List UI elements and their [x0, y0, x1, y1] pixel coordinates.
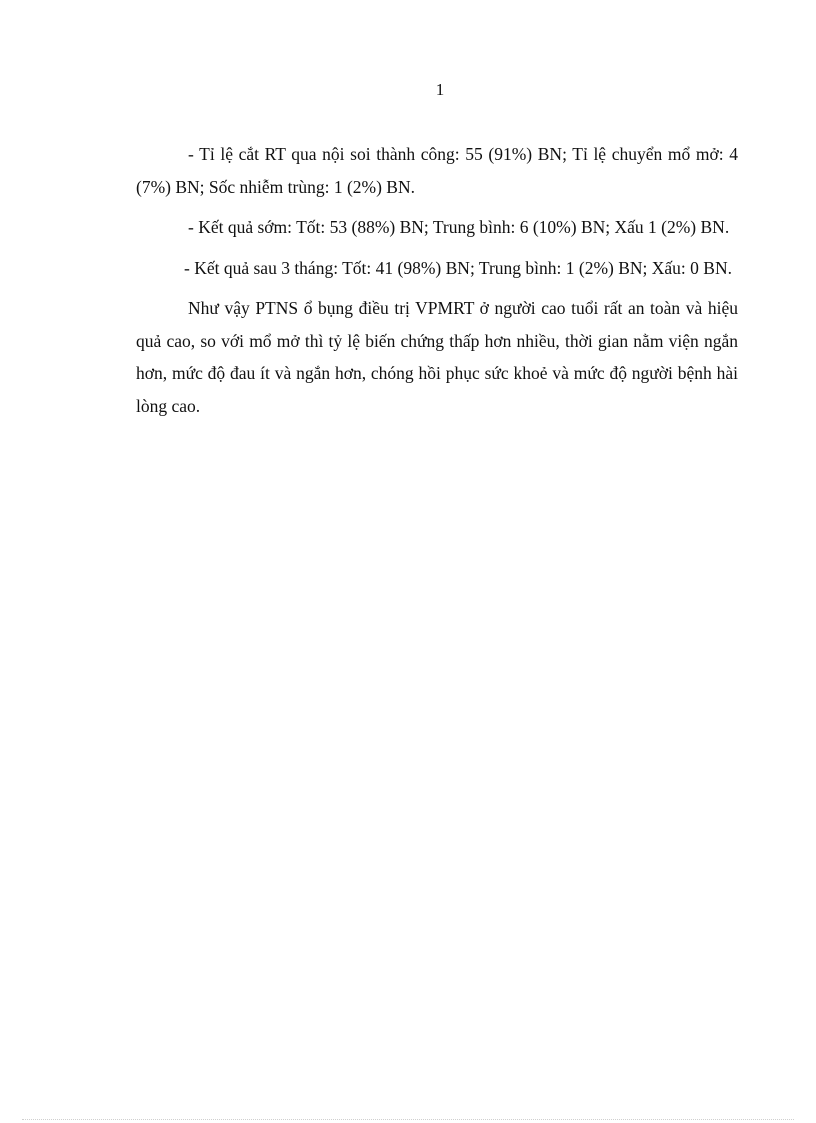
document-body — [136, 138, 738, 430]
page-number: 1 — [435, 80, 445, 99]
paragraph-early-results: - Kết quả sớm: Tốt: 53 (88%) BN; Trung bình: 6 (10%) BN; Xấu 1 (2%) BN. — [188, 217, 730, 237]
paragraph-laparoscopic-success-rate: - Tỉ lệ cắt RT qua nội soi thành công: 55 (91%) BN; Tỉ lệ chuyển mổ mở: 4 (7%) BN; Sốc nhiễm trùng: 1 (2%) BN. — [136, 144, 738, 197]
paragraph-three-month-results: - Kết quả sau 3 tháng: Tốt: 41 (98%) BN; Trung bình: 1 (2%) BN; Xấu: 0 BN. — [184, 257, 732, 278]
page-bottom-divider — [22, 1119, 794, 1120]
paragraph-conclusion: Như vậy PTNS ổ bụng điều trị VPMRT ở người cao tuổi rất an toàn và hiệu quả cao, so với mổ mở thì tỷ lệ biến chứng thấp hơn nhiều, thời gian nằm viện ngắn hơn, mức độ đau ít và ngắn hơn, chóng hồi phục sức khoẻ và mức độ người bệnh hài lòng cao. — [136, 298, 738, 416]
